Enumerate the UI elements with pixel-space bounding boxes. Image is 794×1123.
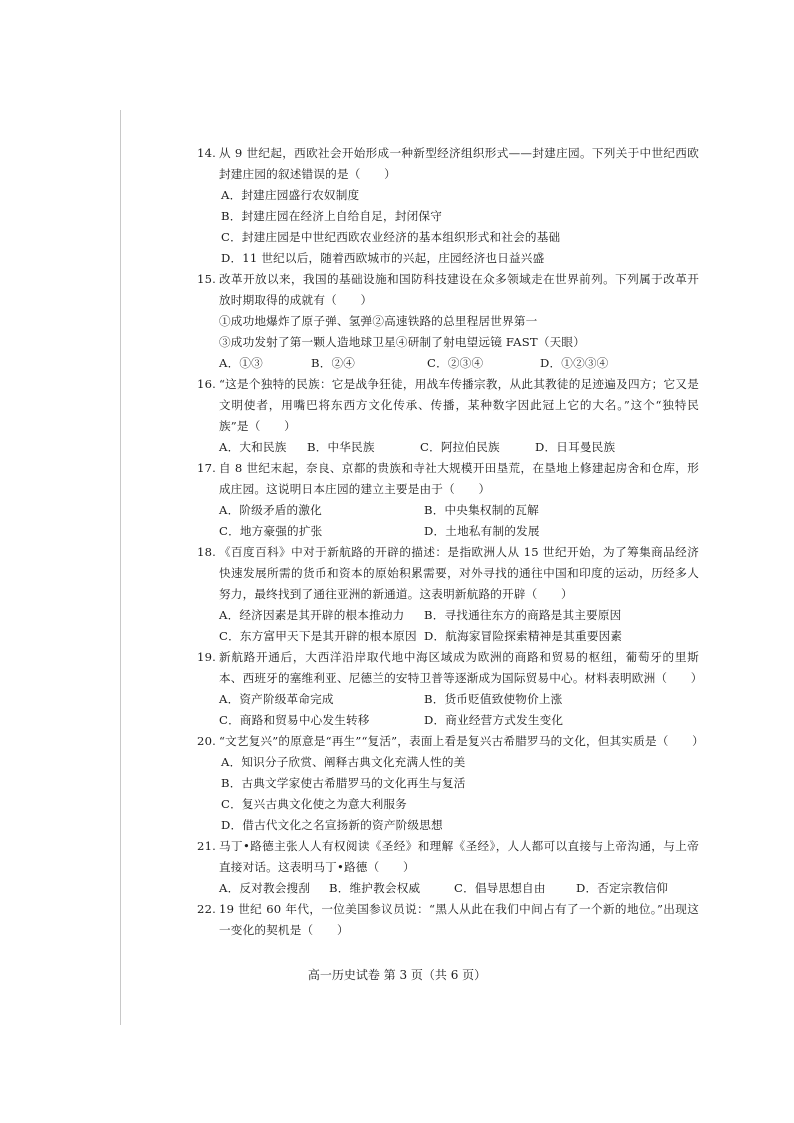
option-d: D．借古代文化之名宣扬新的资产阶级思想 xyxy=(221,818,443,832)
option-d: D．日耳曼民族 xyxy=(535,440,616,454)
option-b: B．中央集权制的瓦解 xyxy=(424,503,539,517)
question-number: 20. xyxy=(197,734,217,748)
option-d: D．土地私有制的发展 xyxy=(424,524,540,538)
question-stem: “这是个独特的民族：它是战争狂徒，用战车传播宗教，从此其教徒的足迹遍及四方；它又是文明使者，用嘴巴将东西方文化传承、传播，某种数字因此冠上它的大名。”这个“独特民族”是（ ） xyxy=(219,377,699,433)
question-20 xyxy=(197,731,704,836)
option-a: A．经济因素是其开辟的根本推动力 xyxy=(219,608,405,622)
question-number: 21. xyxy=(197,839,217,853)
question-stem: 改革开放以来，我国的基础设施和国防科技建设在众多领域走在世界前列。下列属于改革开放时期取得的成就有（ ） xyxy=(219,272,699,307)
question-number: 16. xyxy=(197,377,217,391)
question-22 xyxy=(197,899,699,941)
page-footer: 高一历史试卷 第 3 页（共 6 页） xyxy=(307,968,487,982)
question-17 xyxy=(197,458,699,542)
question-number: 19. xyxy=(197,650,217,664)
option-b: B．古典文学家使古希腊罗马的文化再生与复活 xyxy=(221,776,466,790)
scan-margin-line xyxy=(120,110,121,1025)
question-21 xyxy=(197,836,699,899)
option-a: A．阶级矛盾的激化 xyxy=(219,503,322,517)
question-18 xyxy=(197,542,699,647)
option-b: B．货币贬值致使物价上涨 xyxy=(424,692,563,706)
question-number: 17. xyxy=(197,461,217,475)
question-number: 14. xyxy=(197,146,217,160)
exam-page xyxy=(197,143,704,941)
option-b: B．中华民族 xyxy=(307,440,375,454)
option-c: C．复兴古典文化使之为意大利服务 xyxy=(221,797,407,811)
question-stem: 新航路开通后，大西洋沿岸取代地中海区域成为欧洲的商路和贸易的枢纽，葡萄牙的里斯本、西班牙的塞维利亚、尼德兰的安特卫普等逐渐成为国际贸易中心。材料表明欧洲（ ） xyxy=(219,650,703,685)
option-d: D．航海家冒险探索精神是其重要因素 xyxy=(424,629,623,643)
option-d: D．商业经营方式发生变化 xyxy=(424,713,564,727)
option-c: C．商路和贸易中心发生转移 xyxy=(219,713,370,727)
option-c: C．东方富甲天下是其开辟的根本原因 xyxy=(219,629,417,643)
question-number: 22. xyxy=(197,902,217,916)
question-stem: 马丁•路德主张人人有权阅读《圣经》和理解《圣经》，人人都可以直接与上帝沟通，与上帝直接对话。这表明马丁•路德（ ） xyxy=(219,839,699,874)
question-stem: 从 9 世纪起，西欧社会开始形成一种新型经济组织形式——封建庄园。下列关于中世纪西欧封建庄园的叙述错误的是（ ） xyxy=(219,146,699,181)
statement-item: ①成功地爆炸了原子弹、氢弹②高速铁路的总里程居世界第一 xyxy=(219,314,538,328)
option-a: A．资产阶级革命完成 xyxy=(219,692,334,706)
option-a: A．封建庄园盛行农奴制度 xyxy=(221,188,360,202)
option-a: A．反对教会搜刮 xyxy=(219,881,311,895)
option-c: C．②③④ xyxy=(427,356,484,370)
option-a: A．大和民族 xyxy=(219,440,287,454)
option-b: B．维护教会权威 xyxy=(329,881,421,895)
question-14 xyxy=(197,143,699,269)
option-a: A．①③ xyxy=(219,356,263,370)
question-number: 15. xyxy=(197,272,217,286)
question-stem: 自 8 世纪末起，奈良、京都的贵族和寺社大规模开田垦荒，在垦地上修建起房舍和仓库，形成庄园。这说明日本庄园的建立主要是由于（ ） xyxy=(219,461,699,496)
question-19 xyxy=(197,647,703,731)
option-b: B．②④ xyxy=(311,356,356,370)
option-a: A．知识分子欣赏、阐释古典文化充满人性的美 xyxy=(221,755,466,769)
question-15 xyxy=(197,269,699,374)
question-16 xyxy=(197,374,699,458)
option-c: C．地方豪强的扩张 xyxy=(219,524,323,538)
question-stem: 19 世纪 60 年代，一位美国参议员说：“黑人从此在我们中间占有了一个新的地位。”出现这一变化的契机是（ ） xyxy=(219,902,699,937)
question-number: 18. xyxy=(197,545,217,559)
option-c: C．倡导思想自由 xyxy=(454,881,546,895)
statement-item: ③成功发射了第一颗人造地球卫星④研制了射电望远镜 FAST（天眼） xyxy=(219,335,585,349)
option-d: D．否定宗教信仰 xyxy=(576,881,669,895)
option-d: D．11 世纪以后，随着西欧城市的兴起，庄园经济也日益兴盛 xyxy=(221,251,545,265)
option-b: B．封建庄园在经济上自给自足，封闭保守 xyxy=(221,209,443,223)
option-d: D．①②③④ xyxy=(540,356,609,370)
question-stem: “文艺复兴”的原意是“再生”“复活”，表面上看是复兴古希腊罗马的文化，但其实质是（ ） xyxy=(219,734,704,748)
option-c: C．封建庄园是中世纪西欧农业经济的基本组织形式和社会的基础 xyxy=(221,230,561,244)
option-b: B．寻找通往东方的商路是其主要原因 xyxy=(424,608,622,622)
question-stem: 《百度百科》中对于新航路的开辟的描述：是指欧洲人从 15 世纪开始，为了筹集商品经济快速发展所需的货币和资本的原始积累需要，对外寻找的通往中国和印度的运动，历经多人努力，最终找到了通往亚洲的新通道。这表明新航路的开辟（ ） xyxy=(219,545,699,601)
option-c: C．阿拉伯民族 xyxy=(420,440,500,454)
